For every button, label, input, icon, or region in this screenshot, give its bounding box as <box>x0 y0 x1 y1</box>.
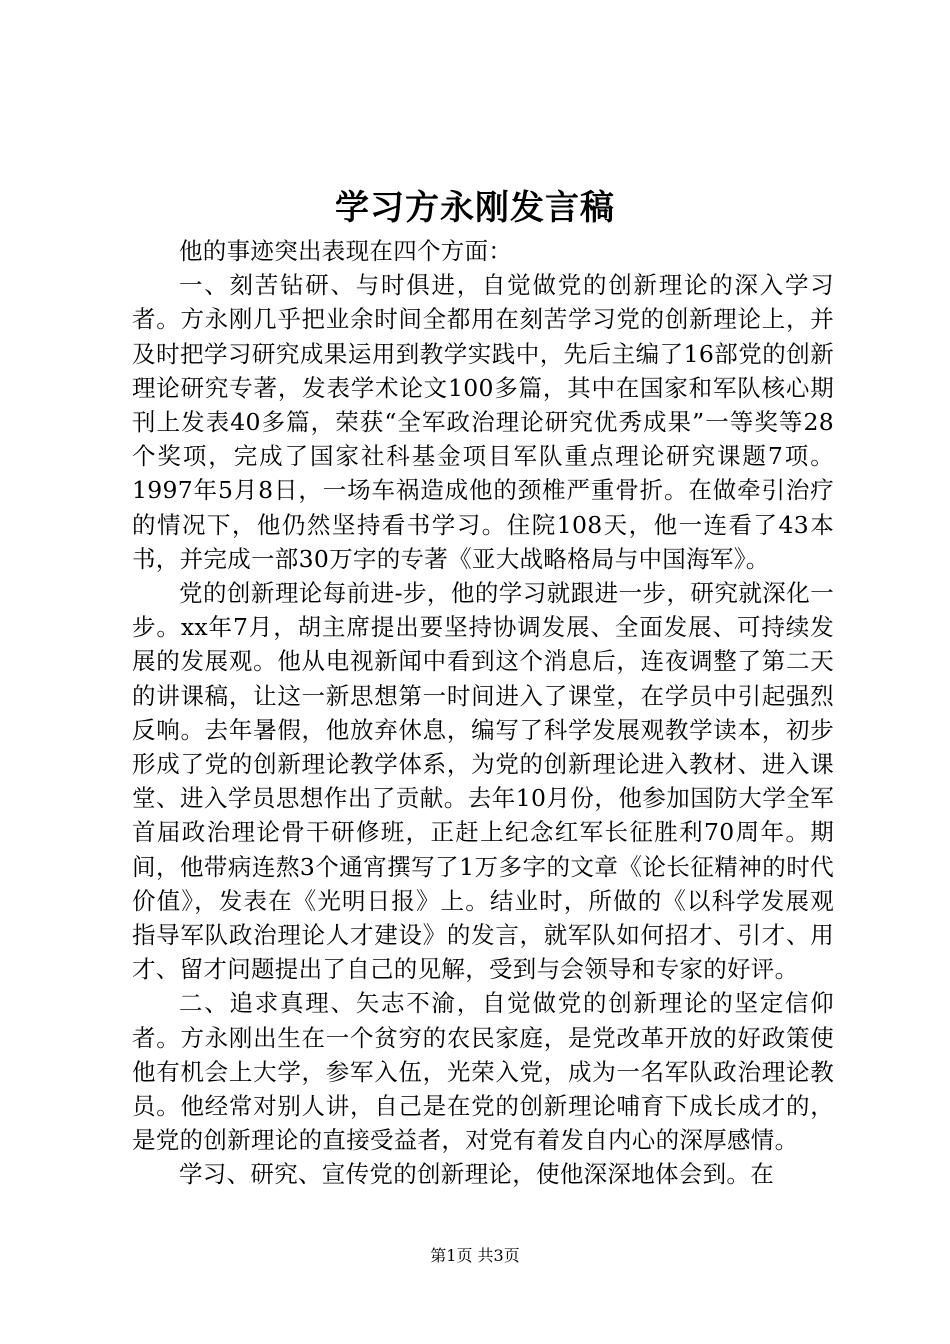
paragraph: 党的创新理论每前进-步，他的学习就跟进一步，研究就深化一步。xx年7月，胡主席提出要坚持协调发展、全面发展、可持续发展的发展观。他从电视新闻中看到这个消息后，连夜调整了第二天的讲课稿，让这一新思想第一时间进入了课堂，在学员中引起强烈反响。去年暑假，他放弃休息，编写了科学发展观教学读本，初步形成了党的创新理论教学体系，为党的创新理论进入教材、进入课堂、进入学员思想作出了贡献。去年10月份，他参加国防大学全军首届政治理论骨干研修班，正赶上纪念红军长征胜利70周年。期间，他带病连熬3个通宵撰写了1万多字的文章《论长征精神的时代价值》，发表在《光明日报》上。结业时，所做的《以科学发展观指导军队政治理论人才建设》的发言，就军队如何招才、引才、用才、留才问题提出了自己的见解，受到与会领导和专家的好评。 <box>132 579 834 984</box>
document-title: 学习方永刚发言稿 <box>335 188 615 228</box>
paragraph: 二、追求真理、矢志不渝，自觉做党的创新理论的坚定信仰者。方永刚出生在一个贫穷的农民家庭，是党改革开放的好政策使他有机会上大学，参军入伍，光荣入党，成为一名军队政治理论教员。他经常对别人讲，自己是在党的创新理论哺育下成长成才的，是党的创新理论的直接受益者，对党有着发自内心的深厚感情。 <box>132 989 834 1155</box>
paragraph: 一、刻苦钻研、与时俱进，自觉做党的创新理论的深入学习者。方永刚几乎把业余时间全都用在刻苦学习党的创新理论上，并及时把学习研究成果运用到教学实践中，先后主编了16部党的创新理论研究专著，发表学术论文100多篇，其中在国家和军队核心期刊上发表40多篇，荣获“全军政治理论研究优秀成果”一等奖等28个奖项，完成了国家社科基金项目军队重点理论研究课题7项。1997年5月8日，一场车祸造成他的颈椎严重骨折。在做牵引治疗的情况下，他仍然坚持看书学习。住院108天，他一连看了43本书，并完成一部30万字的专著《亚大战略格局与中国海军》。 <box>132 271 834 573</box>
page-number-footer: 第1页 共3页 <box>430 1246 520 1265</box>
paragraph: 他的事迹突出表现在四个方面： <box>179 237 513 265</box>
paragraph: 学习、研究、宣传党的创新理论，使他深深地体会到。在 <box>179 1160 774 1189</box>
document-body <box>132 234 834 1192</box>
